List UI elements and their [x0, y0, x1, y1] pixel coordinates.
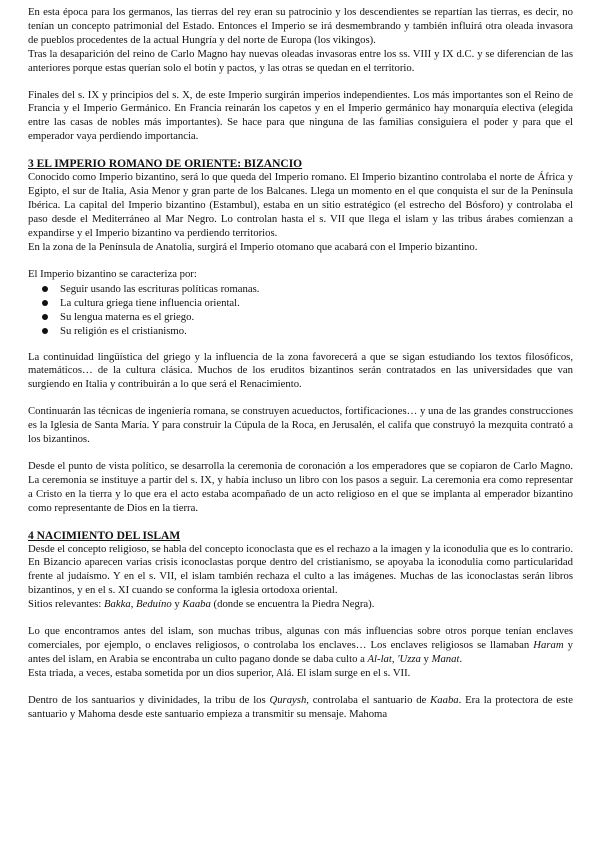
characteristics-list: [28, 282, 573, 338]
term-kaaba: Kaaba: [430, 693, 459, 706]
site-bakka: Bakka: [104, 598, 131, 611]
text-run: ,: [391, 652, 398, 665]
text-run: y antes del islam, en Arabia se encontraba un culto pagano donde se daba culto a: [28, 639, 573, 665]
text-run: . Era la protectora de este santuario y Mahoma desde este santuario empieza a transmitir su mensaje. Mahoma: [28, 693, 573, 720]
paragraph: Continuarán las técnicas de ingeniería romana, se construyen acueductos, fortificaciones… y una de las grandes construcciones es la Iglesia de Santa María. Y para construir la Cúpula de la Roca, en Jerusalén, el califa que construyó la mezquita contrató a los bizantinos.: [28, 405, 573, 446]
paragraph: Desde el concepto religioso, se habla del concepto iconoclasta que es el rechazo a la imagen y la iconodulia que es lo contrario. En Bizancio aparecen varias crisis iconoclastas porque dentro del cristianismo, se apoyaba la iconodulia como particularidad frente al judaísmo. Y en el s. VII, el islam también rechaza el culto a las imágenes. Muchas de las iconoclastas serán libros bizantinos, y en el s. XI cuando se conforma la iglesia ortodoxa oriental.: [28, 542, 573, 597]
term-manat: Manat: [431, 652, 460, 665]
sites-line: [28, 598, 573, 612]
paragraph: [28, 625, 573, 667]
separator: y: [171, 598, 183, 611]
text-run: Lo que encontramos antes del islam, son muchas tribus, algunas con más influencias sobre otros porque tenían enclaves comerciales, por ejemplo, o enclaves religiosos, o controlaba los enclaves… Los enclaves religiosos se llamaban: [28, 625, 573, 651]
term-uzza: 'Uzza: [397, 652, 421, 665]
list-item: La cultura griega tiene influencia oriental.: [60, 296, 573, 310]
text-run: Dentro de los santuarios y divinidades, la tribu de los: [28, 693, 270, 706]
sites-suffix: (donde se encuentra la Piedra Negra).: [210, 598, 375, 611]
paragraph: Conocido como Imperio bizantino, será lo que queda del Imperio romano. El Imperio bizantino controlaba el norte de África y Egipto, el sur de Italia, Asia Menor y gran parte de los Balcanes. Llega un momento en el que conquista el sur de la Península Ibérica. La capital del Imperio bizantino (Estambul), estaba en un sitio estratégico (el estrecho del Bósforo) y controlaba el paso desde el Mediterráneo al Mar Negro. Lo controlan hasta el s. VII que llega el islam y las tribus árabes comienzan a expandirse y el Imperio bizantino va perdiendo territorios.: [28, 171, 573, 239]
paragraph: Esta triada, a veces, estaba sometida por un dios superior, Alá. El islam surge en el s. VII.: [28, 666, 411, 679]
separator: ,: [130, 598, 137, 611]
term-quraysh: Quraysh: [269, 693, 307, 706]
term-allat: Al-lat: [367, 652, 392, 665]
list-item: Seguir usando las escrituras políticas romanas.: [60, 282, 573, 296]
section-heading-3: 3 EL IMPERIO ROMANO DE ORIENTE: BIZANCIO: [28, 158, 303, 171]
paragraph: Finales del s. IX y principios del s. X, de este Imperio surgirán imperios independientes. Los más importantes son el Reino de Francia y el Imperio Germánico. En Francia reinarán los capetos y en el Imperio germánico hay monarquía electiva (elegida entre las casas de nobles más importantes). Se hace para que ninguna de las familias consiguiera el poder y para que el emperador vaya perdiendo importancia.: [28, 88, 573, 143]
paragraph: La continuidad lingüística del griego y la influencia de la zona favorecerá a que se sigan estudiando los textos filosóficos, matemáticos… de la cultura clásica. Muchos de los eruditos bizantinos serán contratados en las universidades que van surgiendo en Italia y contribuirán a lo que será el Renacimiento.: [28, 350, 573, 391]
text-run: y: [420, 652, 432, 665]
paragraph: En esta época para los germanos, las tierras del rey eran su patrocinio y los descendientes se repartían las tierras, es decir, no tenían un concepto patrimonial del Estado. Entonces el Imperio se irá desmembrando y también influirá otra oleada invasora de pueblos procedentes de la actual Hungría y del norte de Europa (los vikingos).: [28, 6, 573, 46]
list-item: Su religión es el cristianismo.: [60, 324, 573, 338]
text-run: , controlaba el santuario de: [306, 693, 431, 706]
list-item: Su lengua materna es el griego.: [60, 310, 573, 324]
site-beduino: Beduíno: [136, 598, 172, 611]
paragraph: En la zona de la Península de Anatolia, surgirá el Imperio otomano que acabará con el Imperio bizantino.: [28, 240, 478, 253]
term-haram: Haram: [533, 639, 564, 651]
text-run: .: [459, 652, 463, 665]
paragraph: Desde el punto de vista político, se desarrolla la ceremonia de coronación a los emperadores que se copiaron de Carlo Magno. La ceremonia se instituye a partir del s. IX, y había incluso un libro con los pasos a seguir. La ceremonia era como representar a Cristo en la tierra y lo que era el acto estaba acompañado de un acto religioso en el que se implanta al emperador bizantino como representante de Dios en la tierra.: [28, 459, 573, 514]
site-kaaba: Kaaba: [182, 598, 211, 611]
sites-prefix: Sitios relevantes:: [28, 598, 104, 611]
paragraph: [28, 694, 573, 722]
section-heading-4: 4 NACIMIENTO DEL ISLAM: [28, 529, 181, 542]
document-page: [28, 6, 573, 722]
list-intro: El Imperio bizantino se caracteriza por:: [28, 267, 197, 280]
paragraph: Tras la desaparición del reino de Carlo Magno hay nuevas oleadas invasoras entre los ss. VIII y IX d.C. y se diferencian de las anteriores porque estas querían solo el botín y pactos, y las otras se quedan en el territorio.: [28, 47, 573, 74]
